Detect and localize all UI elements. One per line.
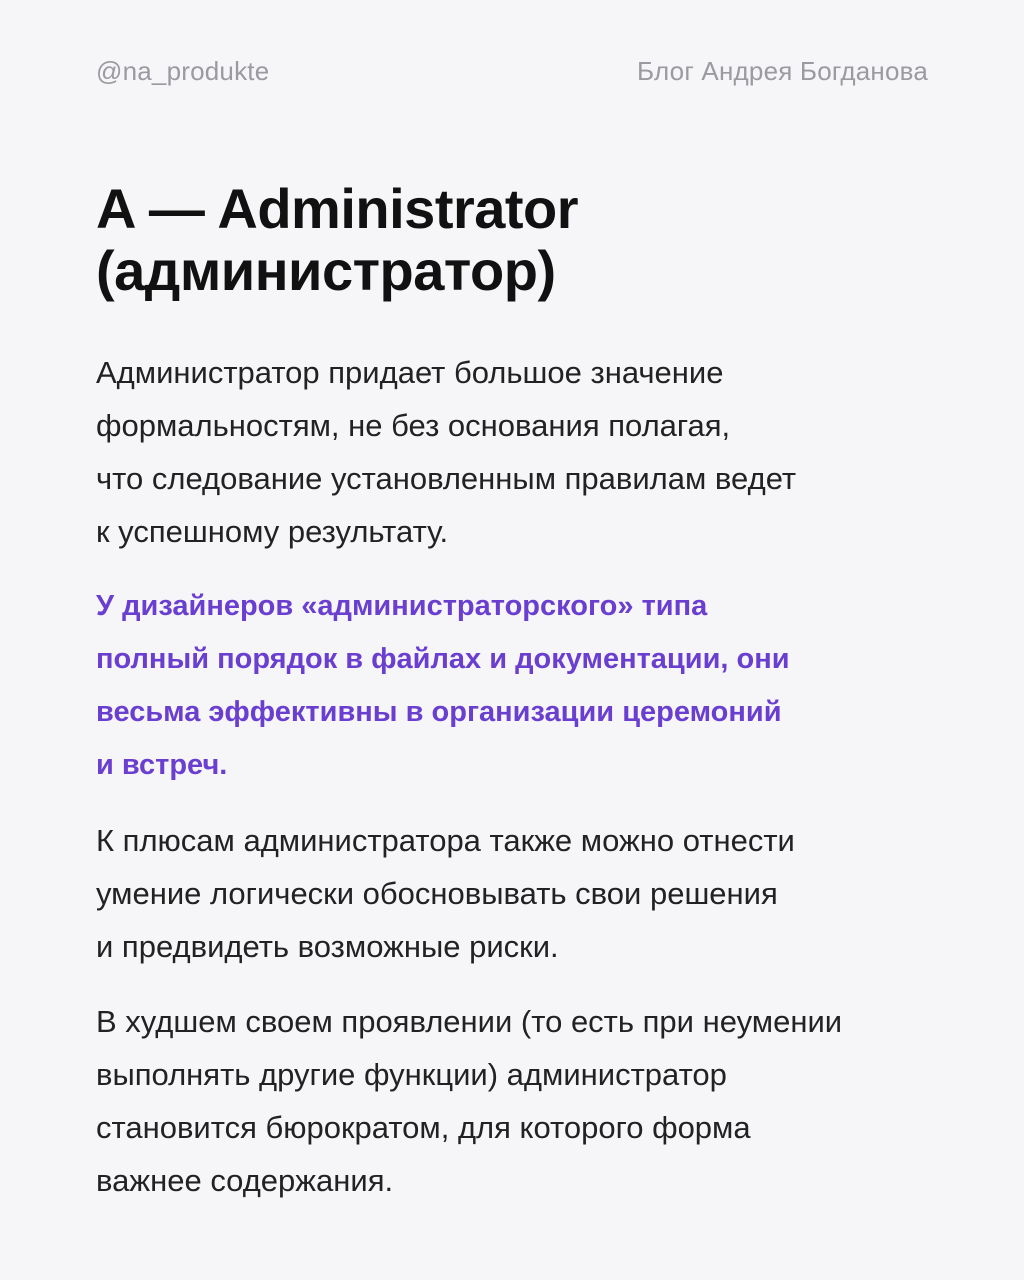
text-line: становится бюрократом, для которого форма <box>96 1110 751 1145</box>
text-line: Администратор придает большое значение <box>96 355 724 390</box>
text-line: формальностям, не без основания полагая, <box>96 408 731 443</box>
text-line: выполнять другие функции) администратор <box>96 1057 727 1092</box>
text-line: К плюсам администратора также можно отнести <box>96 823 795 858</box>
text-line: к успешному результату. <box>96 514 449 549</box>
paragraph-intro <box>96 346 946 558</box>
text-line: У дизайнеров «администраторского» типа <box>96 590 708 622</box>
header-bar <box>96 56 928 87</box>
title-line-1: A — Administrator <box>96 177 579 240</box>
text-line: что следование установленным правилам ведет <box>96 461 797 496</box>
text-line: полный порядок в файлах и документации, они <box>96 643 790 675</box>
text-line: и предвидеть возможные риски. <box>96 929 559 964</box>
text-line: весьма эффективны в организации церемоний <box>96 696 782 728</box>
title-line-2: (администратор) <box>96 239 556 302</box>
article-body <box>96 346 946 1229</box>
text-line: В худшем своем проявлении (то есть при неумении <box>96 1004 843 1039</box>
paragraph-cons <box>96 995 946 1207</box>
account-handle[interactable]: @na_produkte <box>96 56 270 86</box>
paragraph-highlight <box>96 580 946 792</box>
text-line: умение логически обосновывать свои решения <box>96 876 778 911</box>
paragraph-pros <box>96 814 946 973</box>
text-line: и встреч. <box>96 749 228 781</box>
blog-name: Блог Андрея Богданова <box>637 56 928 86</box>
text-line: важнее содержания. <box>96 1163 394 1198</box>
page-title <box>96 178 936 302</box>
